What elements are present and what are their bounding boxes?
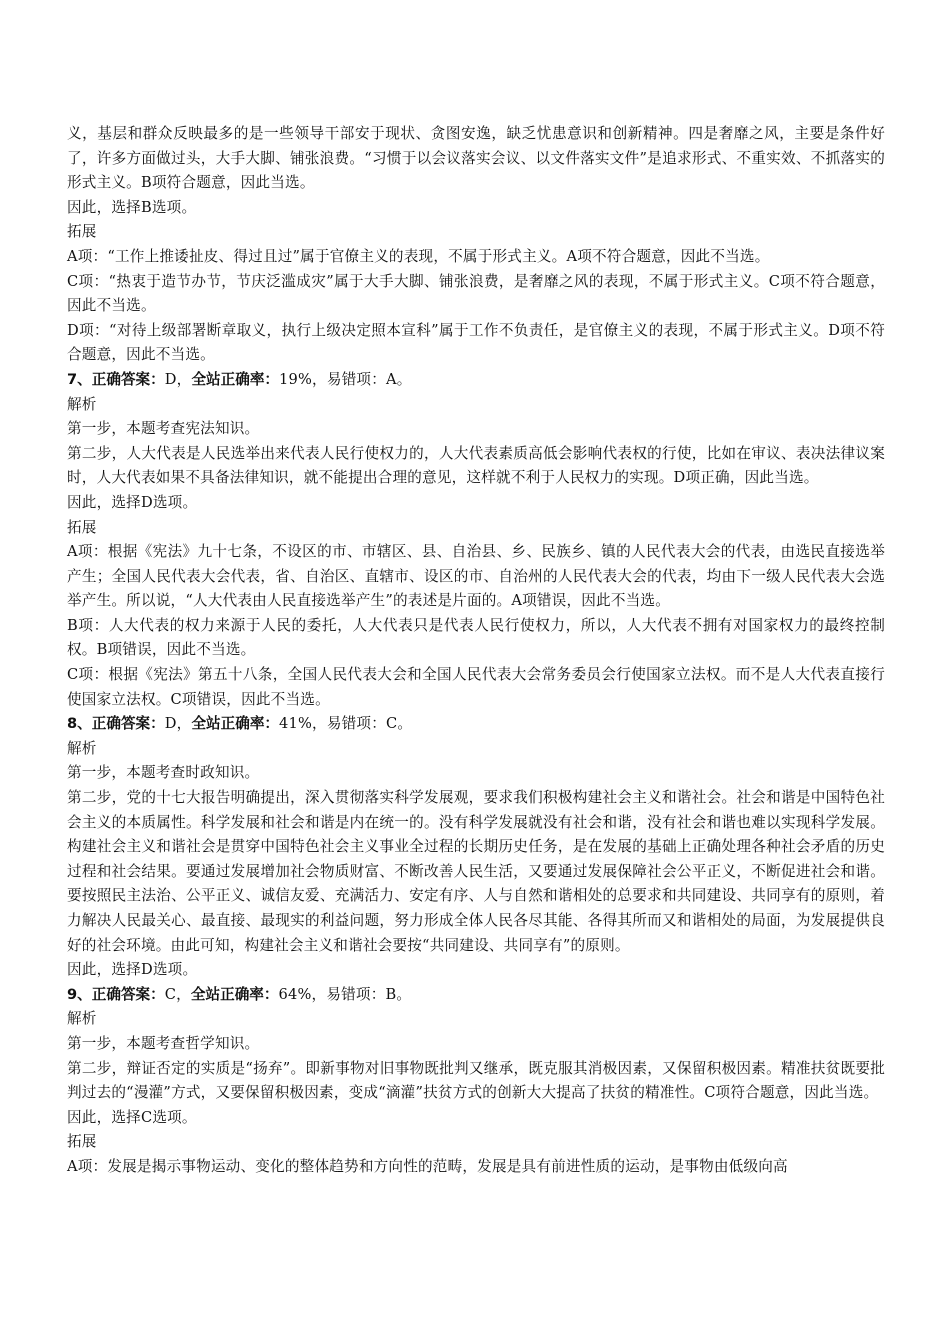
step-one: 第一步，本题考查哲学知识。 bbox=[67, 1034, 260, 1052]
answer-label: 正确答案： bbox=[91, 370, 165, 388]
answer-value: C， bbox=[164, 985, 191, 1003]
step-two: 第二步，辩证否定的实质是“扬弃”。即新事物对旧事物既批判又继承，既克服其消极因素，又保留积极因素。精准扶贫既要批判过去的“漫灌”方式，又要保留积极因素，变成“滴灌”扶贫方式的创新大大提高了扶贫的精准性。C项符合题意，因此当选。 bbox=[67, 1059, 885, 1102]
rate-label: 全站正确率： bbox=[191, 370, 280, 388]
conclusion-line: 因此，选择D选项。 bbox=[67, 493, 198, 511]
option-a-explanation: A项：根据《宪法》九十七条，不设区的市、市辖区、县、自治县、乡、民族乡、镇的人民代表大会的代表，由选民直接选举产生；全国人民代表大会代表，省、自治区、直辖市、设区的市、自治州的人民代表大会的代表，均由下一级人民代表大会选举产生。所以说，“人大代表由人民直接选举产生”的表述是片面的。A项错误，因此不当选。 bbox=[67, 543, 885, 610]
question-number: 7、 bbox=[67, 370, 92, 388]
section-label-analysis: 解析 bbox=[67, 1010, 97, 1028]
answer-value: D， bbox=[164, 715, 192, 733]
option-a-explanation: A项：“工作上推诿扯皮、得过且过”属于官僚主义的表现，不属于形式主义。A项不符合题意，因此不当选。 bbox=[67, 247, 770, 265]
option-c-explanation: C项：根据《宪法》第五十八条，全国人民代表大会和全国人民代表大会常务委员会行使国家立法权。而不是人大代表直接行使国家立法权。C项错误，因此不当选。 bbox=[67, 666, 885, 708]
question-7-header bbox=[67, 368, 885, 393]
document-page bbox=[67, 122, 885, 1180]
section-label-expand: 拓展 bbox=[67, 1133, 97, 1151]
conclusion-line: 因此，选择D选项。 bbox=[67, 961, 198, 979]
question-number: 9、 bbox=[67, 985, 92, 1003]
rate-value: 64%，易错项：B。 bbox=[278, 985, 412, 1003]
step-one: 第一步，本题考查宪法知识。 bbox=[67, 420, 260, 438]
continuation-paragraph: 义，基层和群众反映最多的是一些领导干部安于现状、贪图安逸，缺乏忧患意识和创新精神。四是奢靡之风，主要是条件好了，许多方面做过头，大手大脚、铺张浪费。“习惯于以会议落实会议、以文件落实文件”是追求形式、不重实效、不抓落实的形式主义。B项符合题意，因此当选。 bbox=[67, 125, 885, 192]
option-c-explanation: C项：“热衷于造节办节，节庆泛滥成灾”属于大手大脚、铺张浪费，是奢靡之风的表现，不属于形式主义。C项不符合题意，因此不当选。 bbox=[67, 272, 885, 315]
question-number: 8、 bbox=[67, 715, 92, 733]
answer-value: D， bbox=[164, 370, 192, 388]
step-two: 第二步，人大代表是人民选举出来代表人民行使权力的，人大代表素质高低会影响代表权的行使，比如在审议、表决法律议案时，人大代表如果不具备法律知识，就不能提出合理的意见，这样就不利于人民权力的实现。D项正确，因此当选。 bbox=[67, 444, 885, 487]
step-two: 第二步，党的十七大报告明确提出，深入贯彻落实科学发展观，要求我们积极构建社会主义和谐社会。社会和谐是中国特色社会主义的本质属性。科学发展和社会和谐是内在统一的。没有科学发展就没有社会和谐，没有社会和谐也难以实现科学发展。构建社会主义和谐社会是贯穿中国特色社会主义事业全过程的长期历史任务，是在发展的基础上正确处理各种社会矛盾的历史过程和社会结果。要通过发展增加社会物质财富、不断改善人民生活，又要通过发展保障社会公平正义，不断促进社会和谐。要按照民主法治、公平正义、诚信友爱、充满活力、安定有序、人与自然和谐相处的总要求和共同建设、共同享有的原则，着力解决人民最关心、最直接、最现实的利益问题，努力形成全体人民各尽其能、各得其所而又和谐相处的局面，为发展提供良好的社会环境。由此可知，构建社会主义和谐社会要按“共同建设、共同享有”的原则。 bbox=[67, 789, 885, 954]
rate-label: 全站正确率： bbox=[191, 715, 280, 733]
answer-label: 正确答案： bbox=[91, 715, 165, 733]
answer-label: 正确答案： bbox=[91, 985, 165, 1003]
question-8-header bbox=[67, 712, 885, 737]
option-a-explanation: A项：发展是揭示事物运动、变化的整体趋势和方向性的范畴，发展是具有前进性质的运动，是事物由低级向高 bbox=[67, 1157, 788, 1175]
question-9-header bbox=[67, 983, 885, 1008]
rate-value: 41%，易错项：C。 bbox=[279, 715, 413, 733]
rate-label: 全站正确率： bbox=[190, 985, 279, 1003]
conclusion-line: 因此，选择C选项。 bbox=[67, 1108, 197, 1126]
conclusion-line: 因此，选择B选项。 bbox=[67, 198, 197, 216]
option-b-explanation: B项：人大代表的权力来源于人民的委托，人大代表只是代表人民行使权力，所以，人大代表不拥有对国家权力的最终控制权。B项错误，因此不当选。 bbox=[67, 616, 885, 659]
rate-value: 19%，易错项：A。 bbox=[279, 370, 412, 388]
section-label-expand: 拓展 bbox=[67, 518, 97, 536]
section-label-analysis: 解析 bbox=[67, 395, 97, 413]
step-one: 第一步，本题考查时政知识。 bbox=[67, 764, 260, 782]
section-label-expand: 拓展 bbox=[67, 223, 97, 241]
option-d-explanation: D项：“对待上级部署断章取义，执行上级决定照本宣科”属于工作不负责任，是官僚主义的表现，不属于形式主义。D项不符合题意，因此不当选。 bbox=[67, 321, 885, 364]
section-label-analysis: 解析 bbox=[67, 739, 97, 757]
